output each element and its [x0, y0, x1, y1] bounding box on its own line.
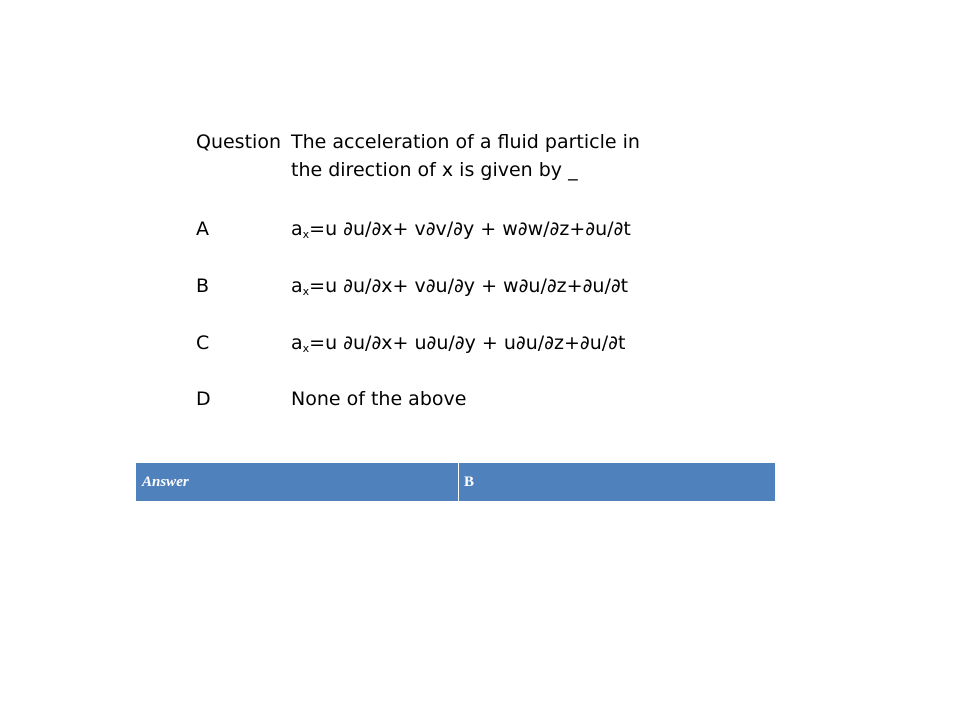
option-a-formula: $a_x=u$ ∂u/∂x+ v∂v/∂y + w∂w/∂z+∂u/∂t	[291, 218, 631, 241]
option-d-letter: D	[196, 388, 211, 410]
option-c-letter: C	[196, 332, 210, 354]
question-row	[196, 128, 796, 156]
option-c-row	[196, 329, 796, 357]
option-b-row	[196, 272, 796, 300]
option-b-letter: B	[196, 275, 210, 297]
question-text-line2: the direction of x is given by _	[291, 159, 578, 181]
option-a-letter: A	[196, 218, 209, 240]
option-c-formula: $a_x=u$ ∂u/∂x+ u∂u/∂y + u∂u/∂z+∂u/∂t	[291, 332, 626, 355]
answer-bar	[136, 463, 775, 501]
question-label: Question	[196, 131, 281, 153]
answer-value: B	[464, 473, 475, 490]
answer-label: Answer	[142, 473, 189, 490]
option-d-text: None of the above	[291, 388, 467, 410]
question-text-line1: The acceleration of a fluid particle in	[291, 131, 640, 153]
option-b-formula: $a_x=u$ ∂u/∂x+ v∂u/∂y + w∂u/∂z+∂u/∂t	[291, 275, 629, 298]
option-a-row	[196, 215, 796, 243]
option-d-row	[196, 385, 796, 413]
